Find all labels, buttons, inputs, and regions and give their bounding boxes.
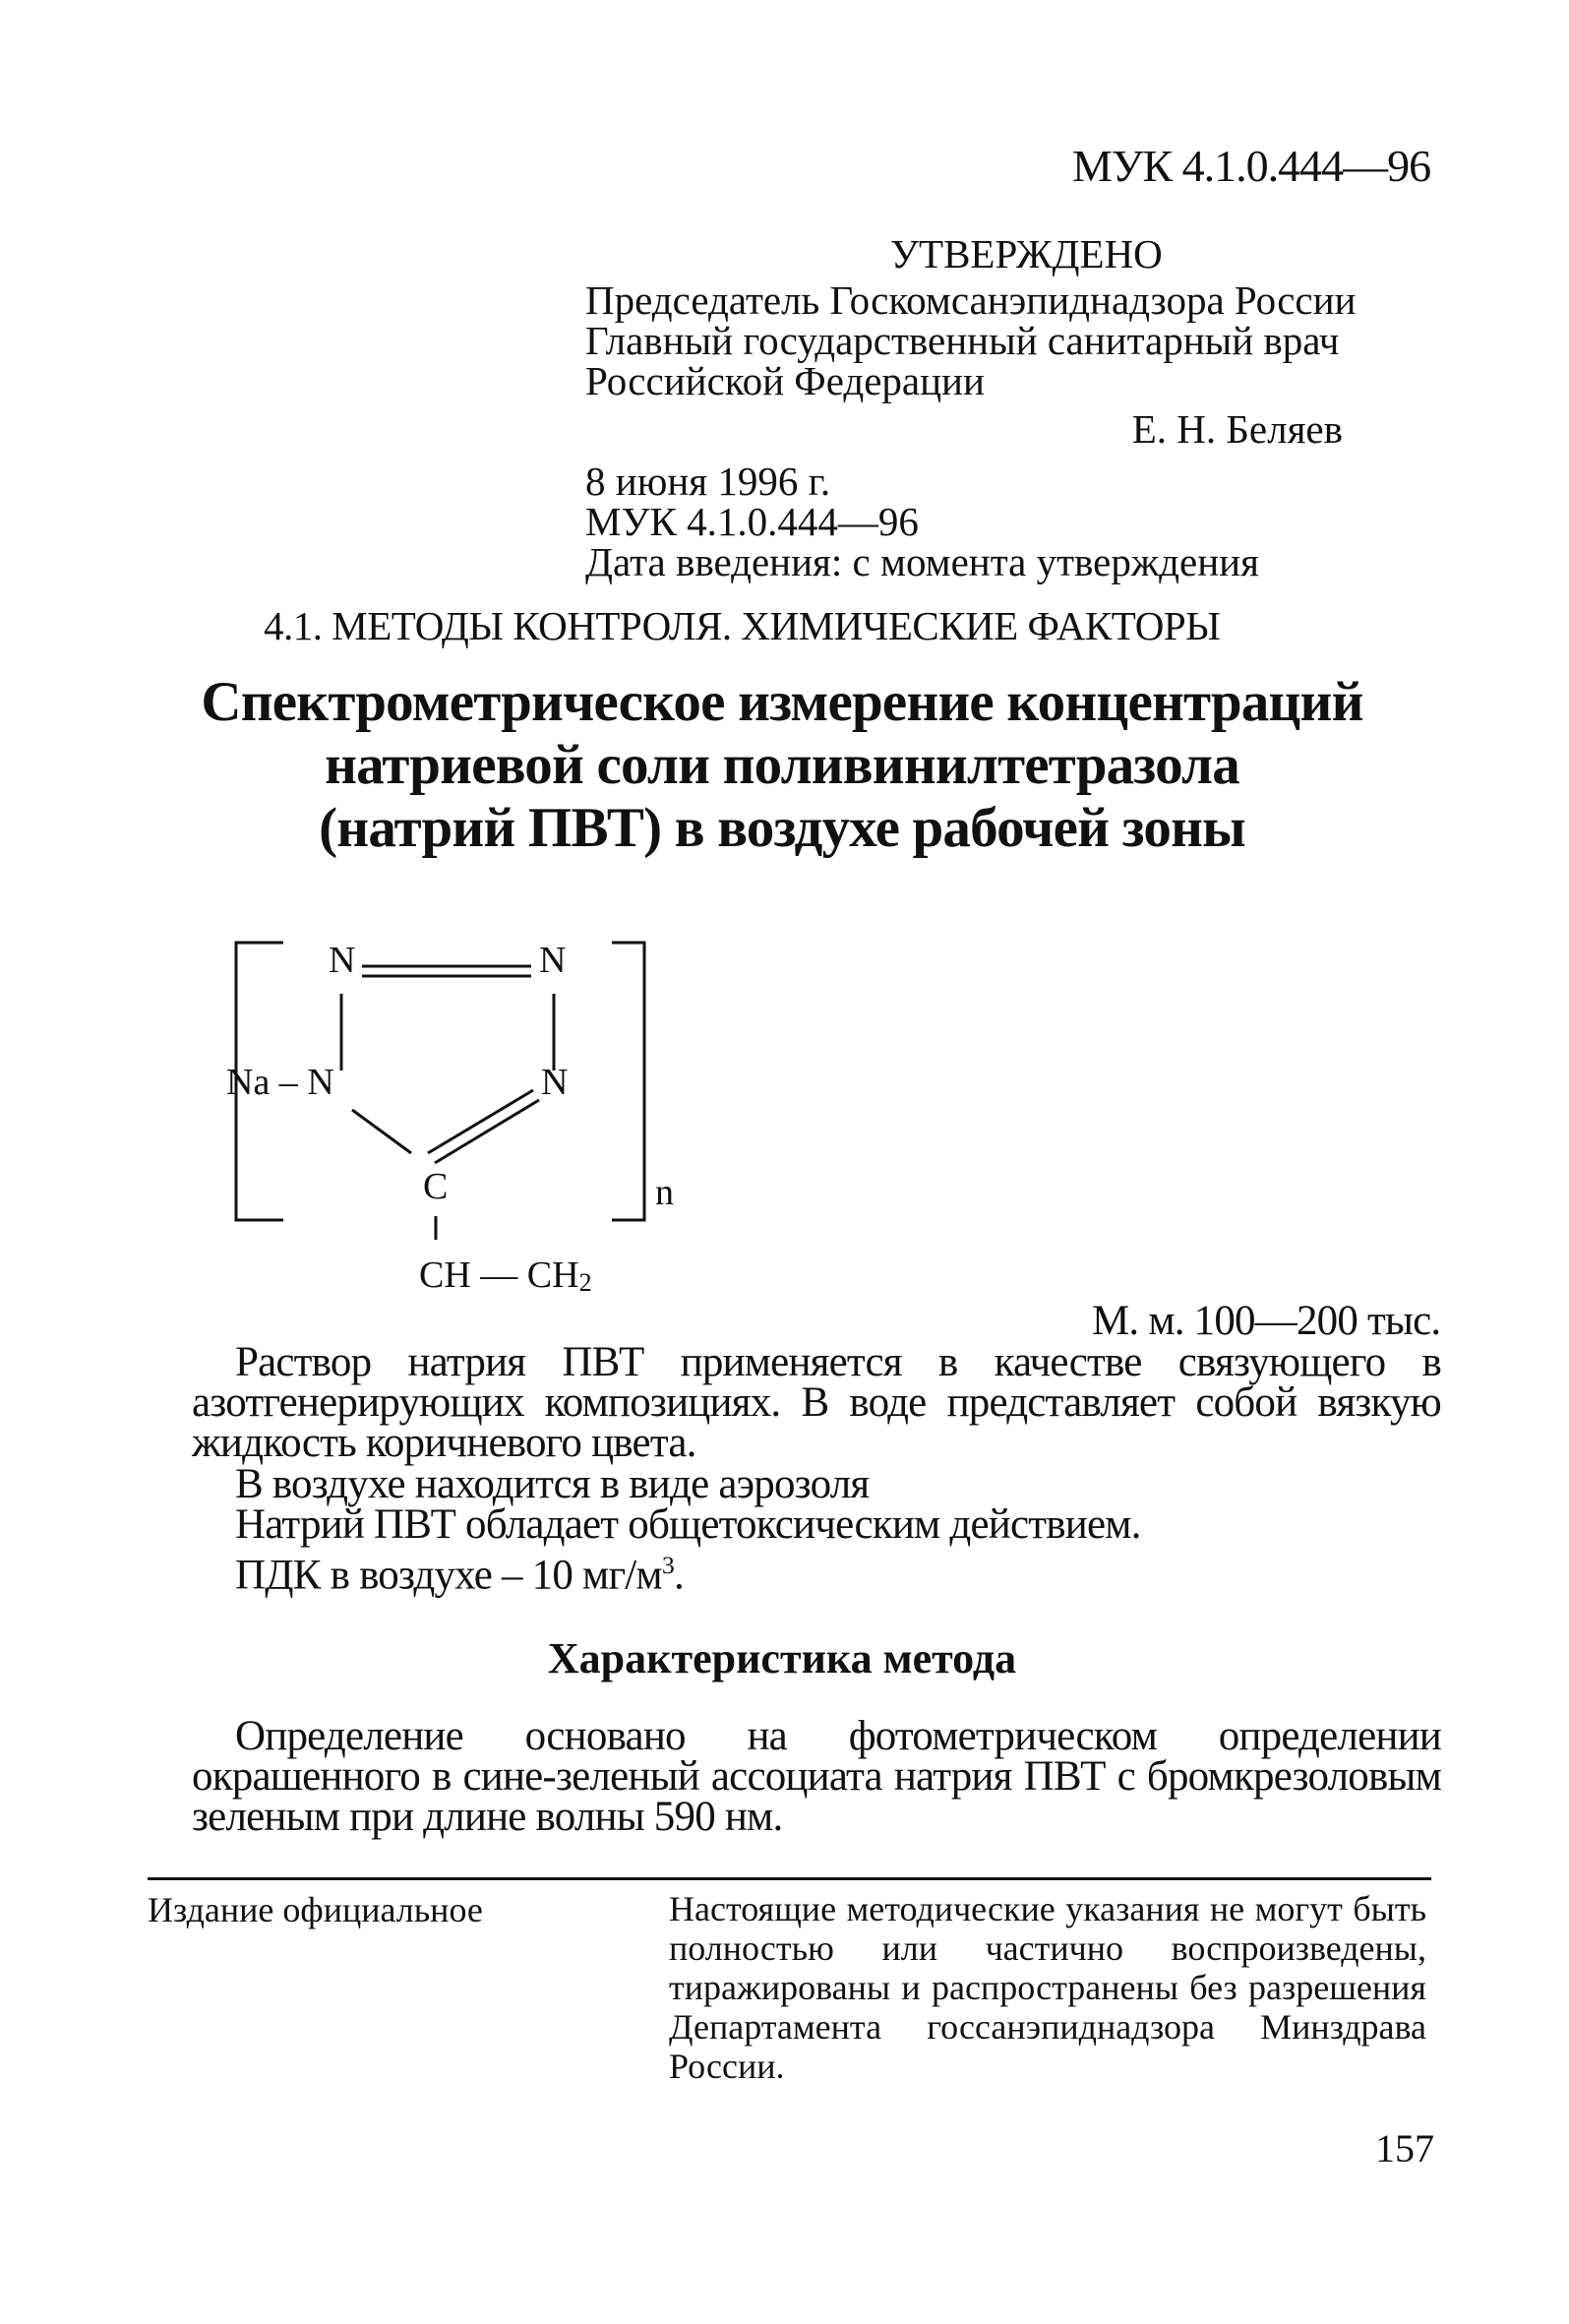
approval-block bbox=[585, 231, 1357, 584]
atom-ch-ch2 bbox=[419, 1254, 592, 1297]
atom-n-top-left: N bbox=[329, 940, 356, 981]
ch2-subscript: 2 bbox=[578, 1268, 592, 1297]
document-title bbox=[148, 671, 1417, 860]
approval-signer: Е. Н. Беляев bbox=[1131, 406, 1343, 452]
approval-code: МУК 4.1.0.444—96 bbox=[585, 499, 919, 544]
mac-end: . bbox=[673, 1552, 684, 1599]
official-edition-label: Издание официальное bbox=[148, 1890, 483, 1929]
approval-title: УТВЕРЖДЕНО bbox=[890, 231, 1163, 276]
title-line-1: Спектрометрическое измерение концентраций bbox=[201, 671, 1363, 733]
approval-effective-date: Дата введения: с момента утверждения bbox=[585, 539, 1259, 584]
bond-n-c bbox=[352, 1110, 411, 1153]
method-paragraph: Определение основано на фотометрическом определении окрашенного в сине-зеленый ассоциата натрия ПВТ с бромкрезоловым зеленым при длине волны 590 нм. bbox=[192, 1713, 1441, 1840]
title-line-3: (натрий ПВТ) в воздухе рабочей зоны bbox=[319, 797, 1245, 859]
intro-paragraph-3: Натрий ПВТ обладает общетоксическим действием. bbox=[235, 1501, 1141, 1548]
right-bracket bbox=[612, 943, 644, 1220]
atom-na-n: Na – N bbox=[226, 1062, 334, 1103]
copyright-notice: Настоящие методические указания не могут быть полностью или частично воспроизведены, тиражированы и распространены без разрешения Департамента госсанэпиднадзора Минздрава России. bbox=[669, 1889, 1426, 2086]
mac-superscript: 3 bbox=[661, 1551, 674, 1579]
atom-n-top-right: N bbox=[539, 940, 567, 981]
intro-paragraph-4 bbox=[192, 1545, 1441, 1599]
approval-position-3: Российской Федерации bbox=[585, 358, 985, 403]
footer-divider bbox=[148, 1877, 1431, 1880]
structural-formula bbox=[226, 925, 738, 1299]
title-line-2: натриевой соли поливинилтетразола bbox=[325, 734, 1239, 796]
atom-c: C bbox=[423, 1166, 449, 1207]
method-heading: Характеристика метода bbox=[547, 1634, 1017, 1682]
bond-c-n-1 bbox=[428, 1090, 533, 1153]
mac-text: ПДК в воздухе – 10 мг/м bbox=[235, 1552, 662, 1599]
section-heading: 4.1. МЕТОДЫ КОНТРОЛЯ. ХИМИЧЕСКИЕ ФАКТОРЫ bbox=[264, 603, 1221, 648]
repeat-subscript: n bbox=[655, 1172, 674, 1213]
approval-date: 8 июня 1996 г. bbox=[585, 459, 831, 504]
approval-position-2: Главный государственный санитарный врач bbox=[585, 318, 1340, 363]
bond-c-n-2 bbox=[435, 1100, 539, 1163]
intro-paragraph-1: Раствор натрия ПВТ применяется в качестве связующего в азотгенерирующих композициях. В воде представляет собой вязкую жидкость коричневого цвета. bbox=[192, 1339, 1441, 1466]
atom-n-right: N bbox=[541, 1062, 569, 1103]
ch-ch-text: CH — CH bbox=[419, 1254, 579, 1296]
document-code: МУК 4.1.0.444—96 bbox=[1072, 141, 1431, 191]
intro-paragraph-2: В воздухе находится в виде аэрозоля bbox=[235, 1461, 870, 1507]
page-number: 157 bbox=[1375, 2126, 1434, 2171]
approval-position-1: Председатель Госкомсанэпиднадзора России bbox=[585, 277, 1357, 323]
molecular-mass: М. м. 100—200 тыс. bbox=[1092, 1298, 1441, 1344]
